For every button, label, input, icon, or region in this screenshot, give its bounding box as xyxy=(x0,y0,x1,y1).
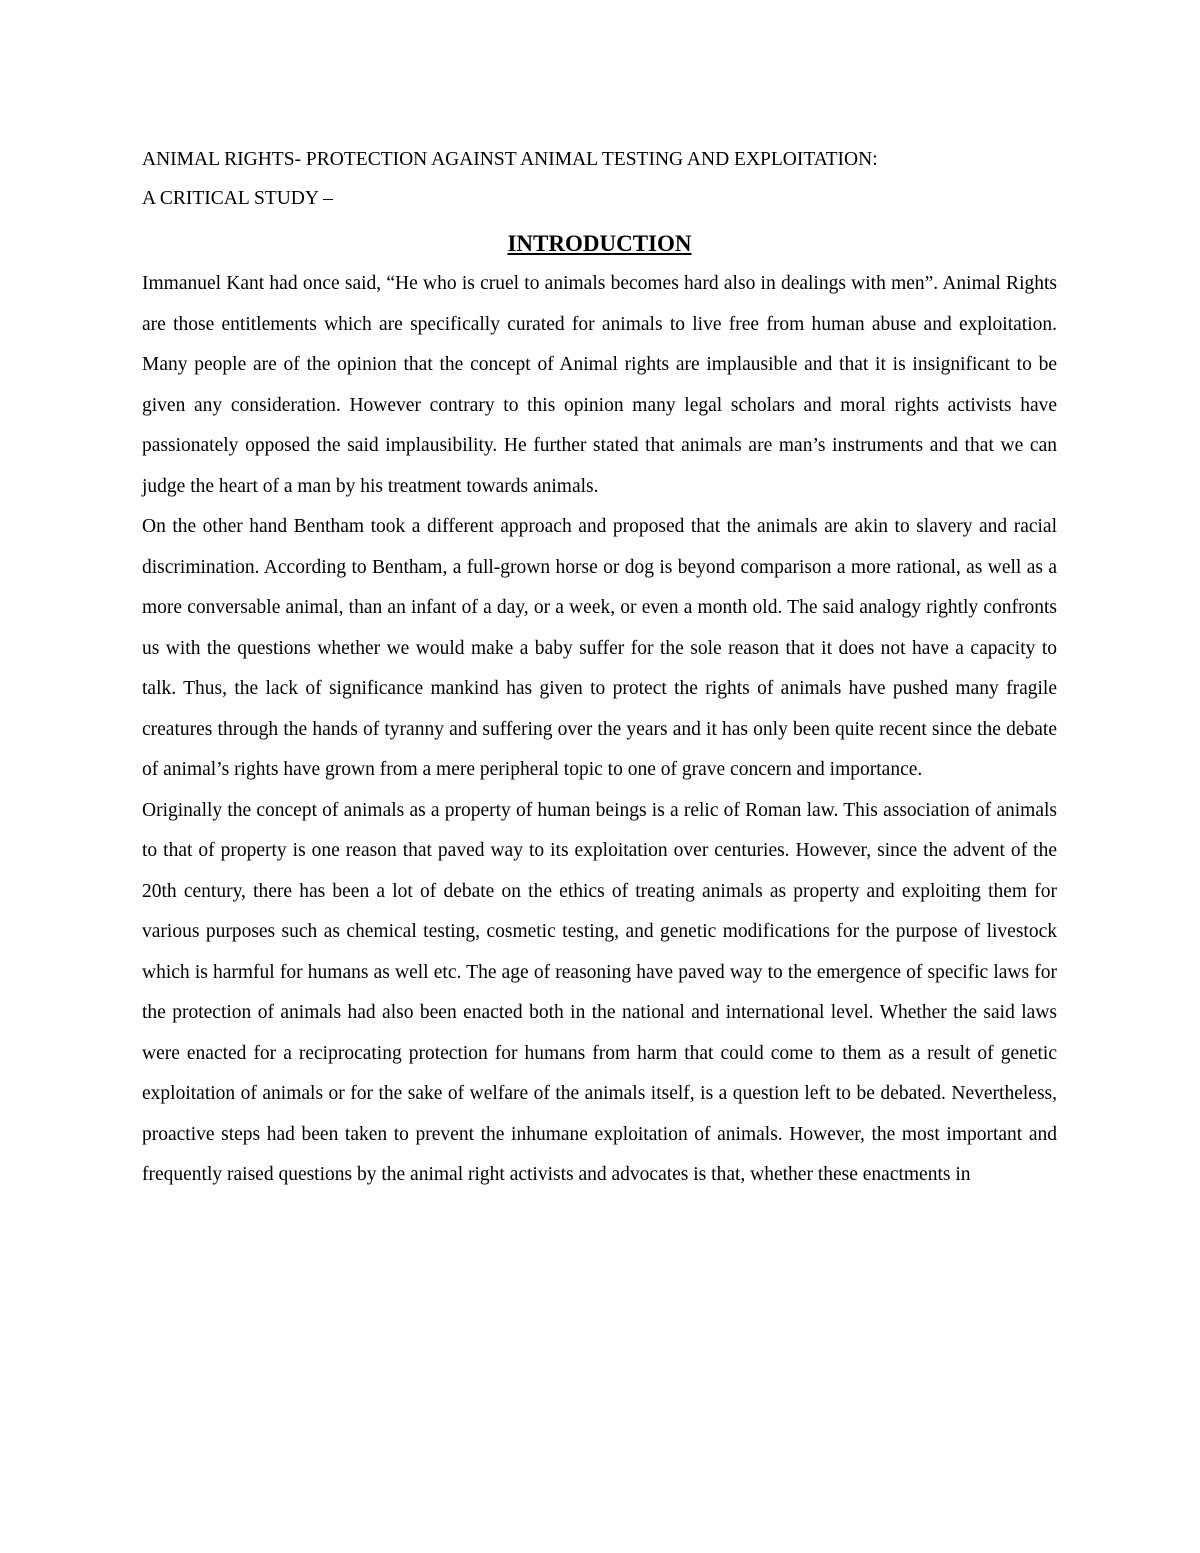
document-body xyxy=(142,140,1057,1196)
paragraph-3: Originally the concept of animals as a property of human beings is a relic of Roman law. This association of animals to that of property is one reason that paved way to its exploitation over centuries. However, since the advent of the 20th century, there has been a lot of debate on the ethics of treating animals as property and exploiting them for various purposes such as chemical testing, cosmetic testing, and genetic modifications for the purpose of livestock which is harmful for humans as well etc. The age of reasoning have paved way to the emergence of specific laws for the protection of animals had also been enacted both in the national and international level. Whether the said laws were enacted for a reciprocating protection for humans from harm that could come to them as a result of genetic exploitation of animals or for the sake of welfare of the animals itself, is a question left to be debated. Nevertheless, proactive steps had been taken to prevent the inhumane exploitation of animals. However, the most important and frequently raised questions by the animal right activists and advocates is that, whether these enactments in xyxy=(142,799,1057,1185)
paragraph-2: On the other hand Bentham took a different approach and proposed that the animals are akin to slavery and racial discrimination. According to Bentham, a full-grown horse or dog is beyond comparison a more rational, as well as a more conversable animal, than an infant of a day, or a week, or even a month old. The said analogy rightly confronts us with the questions whether we would make a baby suffer for the sole reason that it does not have a capacity to talk. Thus, the lack of significance mankind has given to protect the rights of animals have pushed many fragile creatures through the hands of tyranny and suffering over the years and it has only been quite recent since the debate of animal’s rights have grown from a mere peripheral topic to one of grave concern and importance. xyxy=(142,516,1057,780)
document-title-line-2: A CRITICAL STUDY – xyxy=(142,188,333,209)
document-title-line-1: ANIMAL RIGHTS- PROTECTION AGAINST ANIMAL TESTING AND EXPLOITATION: xyxy=(142,149,878,170)
paragraph-1: Immanuel Kant had once said, “He who is cruel to animals becomes hard also in dealings with men”. Animal Rights are those entitlements which are specifically curated for animals to live free from human abuse and exploitation. Many people are of the opinion that the concept of Animal rights are implausible and that it is insignificant to be given any consideration. However contrary to this opinion many legal scholars and moral rights activists have passionately opposed the said implausibility. He further stated that animals are man’s instruments and that we can judge the heart of a man by his treatment towards animals. xyxy=(142,273,1057,497)
section-heading: INTRODUCTION xyxy=(507,231,692,256)
